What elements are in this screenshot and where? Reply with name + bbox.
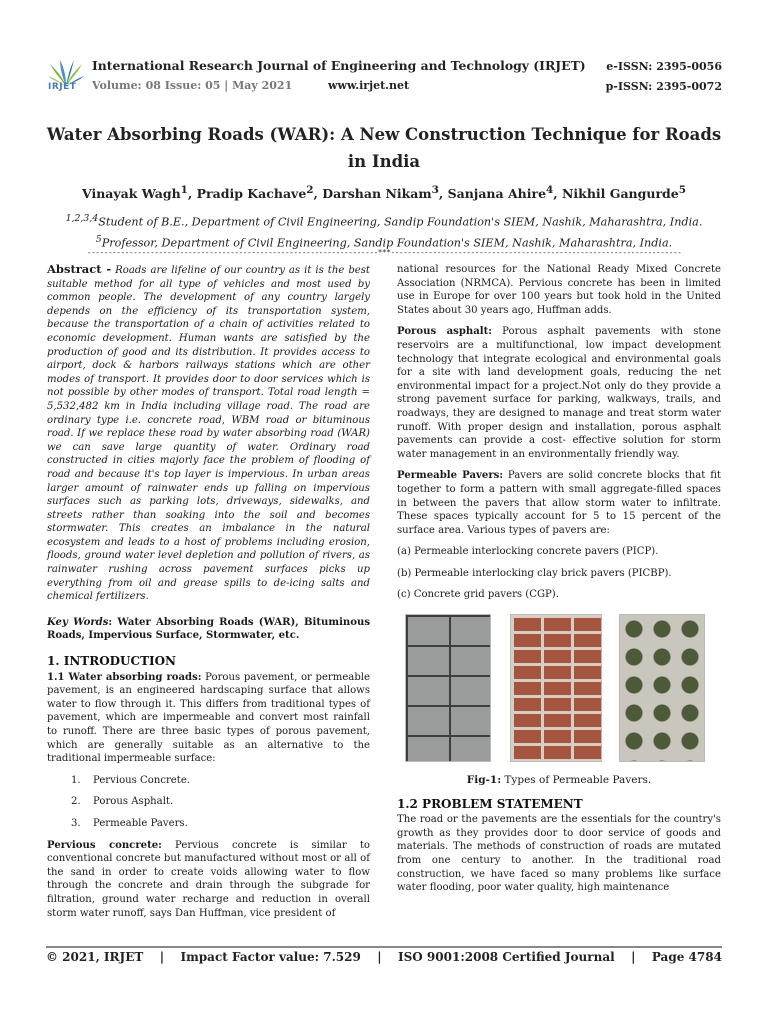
paper-title: Water Absorbing Roads (WAR): A New Construction Technique for Roads in India	[46, 125, 722, 171]
clay-brick-pavers-photo	[510, 614, 602, 762]
copyright: © 2021, IRJET	[46, 950, 144, 964]
author-sup: 4	[546, 184, 554, 196]
concrete-pavers-photo	[405, 614, 491, 762]
problem-paragraph: The road or the pavements are the essentials for the country's growth as they provides door to door service of goods and materials. The methods of construction of roads are mutated from one century to another. In the traditional road construction, we have faced so many problems like surface water flooding, poor water quality, high maintenance	[397, 814, 721, 894]
section-divider: ---------------------------------------------------------------------***---------------------------------------------------------------------	[86, 248, 682, 257]
list-item: (c) Concrete grid pavers (CGP).	[397, 589, 559, 601]
continuation-paragraph: national resources for the National Ready Mixed Concrete Association (NRMCA). Pervious concrete has been in limited use in Europe for over 100 years but took hold in the United States about 30 years ago, Huffman adds.	[397, 264, 721, 316]
affiliation-text: Professor, Department of Civil Engineering, Sandip Foundation's SIEM, Nashik, Maharashtra, India.	[101, 236, 673, 250]
porous-asphalt-paragraph	[397, 325, 721, 461]
pervious-concrete-paragraph	[47, 839, 370, 921]
footer-separator: |	[631, 950, 636, 964]
page-number: Page 4784	[651, 950, 722, 964]
list-item: (b) Permeable interlocking clay brick pavers (PICBP).	[397, 567, 672, 579]
paver-types-list	[397, 545, 721, 602]
list-number: 3.	[71, 817, 81, 829]
keywords-text: : Water Absorbing Roads (WAR), Bituminous Roads, Impervious Surface, Stormwater, etc.	[47, 616, 370, 642]
author: Sanjana Ahire	[447, 186, 547, 202]
author-sup: 5	[678, 184, 686, 196]
author-sup: 2	[306, 184, 314, 196]
affiliation-sup: 5	[95, 233, 102, 245]
affiliation-sup: 1,2,3,4	[65, 213, 99, 224]
pavers-label: Permeable Pavers:	[397, 470, 504, 482]
left-column	[47, 263, 370, 928]
right-column	[397, 263, 721, 903]
author-list: Vinayak Wagh$^1$, Pradip Kachave$^2$, Darshan Nikam$^3$, Sanjana Ahire$^4$, Nikhil Gangurde$^5$	[81, 184, 686, 202]
porous-label: Porous asphalt:	[397, 326, 492, 338]
list-label: Permeable Pavers.	[93, 817, 188, 829]
list-item	[71, 817, 370, 831]
logo-text: IRJET	[48, 82, 77, 92]
list-label: Pervious Concrete.	[93, 774, 191, 786]
list-number: 1.	[71, 774, 81, 786]
abstract	[47, 263, 370, 604]
keywords	[47, 616, 370, 643]
footer-separator: |	[377, 950, 382, 964]
permeable-pavers-paragraph	[397, 469, 721, 537]
list-item	[71, 795, 370, 809]
page-footer	[46, 950, 722, 964]
affiliation-text: Student of B.E., Department of Civil Engineering, Sandip Foundation's SIEM, Nashik, Maharashtra, India.	[98, 215, 703, 229]
list-label: Porous Asphalt.	[93, 796, 174, 808]
intro-paragraph	[47, 671, 370, 766]
journal-name: International Research Journal of Engineering and Technology (IRJET)	[92, 58, 586, 73]
abstract-text: Roads are lifeline of our country as it is the best suitable method for all type of vehicles and most used by common people. The development of any country largely depends on the efficiency of its transportation system, because the transportation of a chain of activities related to economic development. Human wants are satisfied by the production of good and its distribution. It provides access to airport, dock & harbors railways stations which are other modes of transport. It provides door to door services which is not possible by other modes of transport. Total road length = 5,532,482 km in India including village road. The road are ordinary type i.e. concrete road, WBM road or bituminous road. If we replace these road by water absorbing road (WAR) we can save large quantity of water. Ordinary road constructed in cities majorly face the problem of flooding of road and because it's top layer is impervious. In urban areas larger amount of rainwater ends up falling on impervious surfaces such as parking lots, driveways, sidewalks, and streets rather than soaking into the soil and becomes stormwater. This creates an imbalance in the natural ecosystem and leads to a host of problems including erosion, floods, ground water level depletion and pollution of rivers, as rainwater rushing across pavement surfaces picks up everything from oil and grease spills to de-icing salts and chemical fertilizers.	[47, 265, 370, 603]
p-issn: p-ISSN: 2395-0072	[605, 80, 722, 93]
section-heading-introduction: 1. INTRODUCTION	[47, 654, 177, 669]
subsection-label: 1.1 Water absorbing roads:	[47, 671, 202, 683]
author: Pradip Kachave	[196, 186, 307, 202]
iso-certification: ISO 9001:2008 Certified Journal	[398, 950, 615, 964]
keywords-label: Key Words	[47, 616, 109, 628]
porous-text: Porous asphalt pavements with stone reservoirs are a multifunctional, low impact development technology that integrate ecological and environmental goals for a site with land development goals, reducing the net environmental impact for a project.Not only do they provide a strong pavement surface for parking, walkways, trails, and roadways, they are designed to manage and treat storm water runoff. With proper design and installation, porous asphalt pavements can provide a cost- effective solution for storm water management in an environmentally friendly way.	[397, 326, 721, 460]
figure-caption-text: Types of Permeable Pavers.	[501, 774, 652, 787]
journal-header	[46, 52, 726, 96]
figure-label: Fig-1:	[466, 774, 502, 787]
intro-text: Porous pavement, or permeable pavement, is an engineered hardscaping surface that allows water to flow through it. This differs from traditional types of pavement, which are impermeable and convert most rainfall to runoff. There are three basic types of porous pavement, which are generally suitable as an alternative to the traditional impermeable surface:	[47, 671, 370, 765]
affiliation-line	[40, 210, 728, 231]
author-sup: 1	[180, 184, 188, 196]
list-item: (a) Permeable interlocking concrete pavers (PICP).	[397, 546, 659, 558]
author-sup: 3	[431, 184, 439, 196]
author: Darshan Nikam	[322, 186, 432, 202]
pavers-text: Pavers are solid concrete blocks that fit together to form a pattern with small aggregate-filled spaces in between the pavers that allow storm water to infiltrate. These spaces typically account for 5 to 15 percent of the surface area. Various types of pavers are:	[397, 470, 721, 536]
pervious-text: Pervious concrete is similar to conventional concrete but manufactured without most or all of the sand in order to create voids allowing water to flow through the concrete and drain through the subgrade for filtration, ground water recharge and reduction in overall storm water runoff, says Dan Huffman, vice president of	[47, 839, 370, 919]
issue-info: Volume: 08 Issue: 05 | May 2021	[92, 79, 293, 92]
pavement-types-list	[71, 774, 370, 831]
grid-pavers-photo	[619, 614, 705, 762]
list-item	[71, 774, 370, 788]
pervious-label: Pervious concrete:	[47, 839, 162, 851]
author: Nikhil Gangurde	[562, 186, 679, 202]
journal-website-link[interactable]: www.irjet.net	[328, 79, 410, 92]
list-number: 2.	[71, 796, 81, 808]
figure-permeable-pavers	[397, 610, 721, 770]
e-issn: e-ISSN: 2395-0056	[606, 60, 722, 73]
author: Vinayak Wagh	[81, 186, 181, 202]
affiliations	[40, 210, 728, 251]
impact-factor: Impact Factor value: 7.529	[180, 950, 361, 964]
footer-rule	[46, 946, 722, 948]
section-heading-problem-statement: 1.2 PROBLEM STATEMENT	[397, 796, 583, 811]
abstract-label: Abstract -	[47, 262, 112, 276]
figure-caption	[397, 774, 721, 788]
footer-separator: |	[159, 950, 165, 964]
